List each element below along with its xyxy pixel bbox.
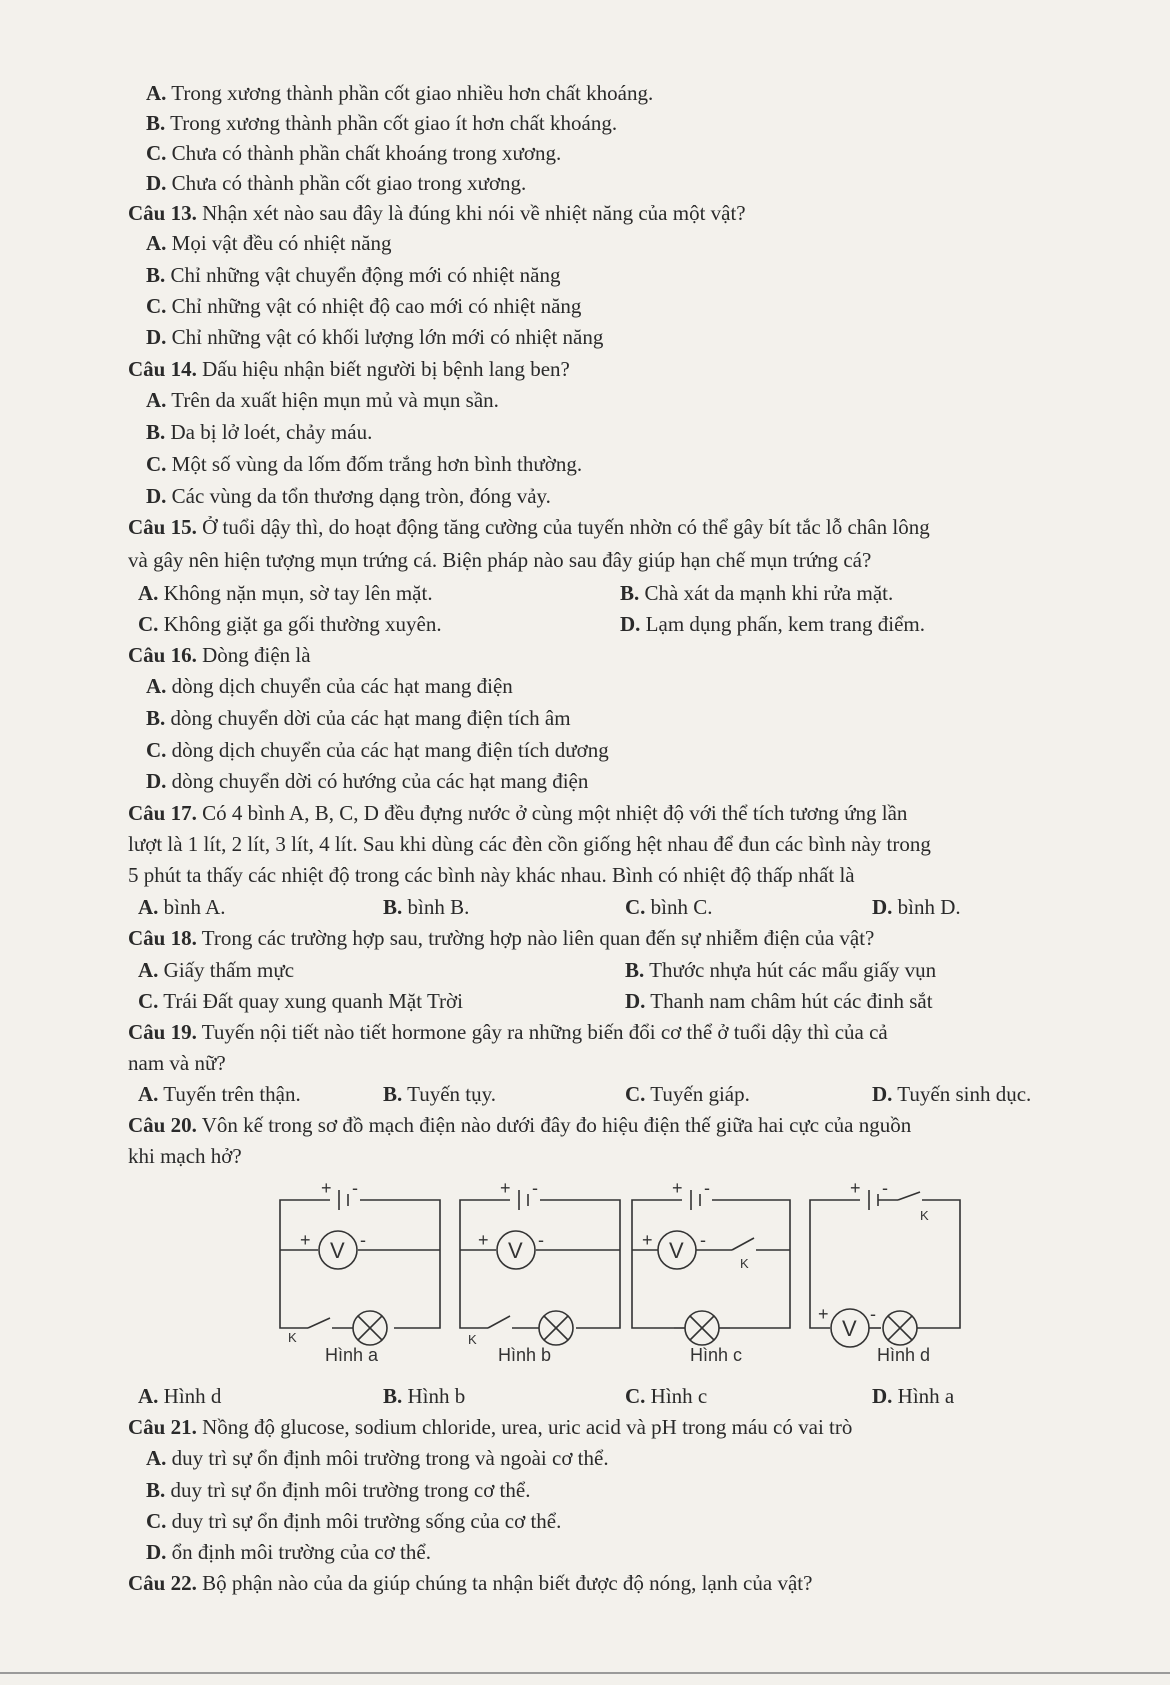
q18-option-a: A. Giấy thấm mực — [138, 958, 295, 982]
q16-option-a: A. dòng dịch chuyển của các hạt mang điện — [146, 674, 513, 698]
q20-option-d: D. Hình a — [872, 1384, 955, 1408]
caption-hinh-a: Hình a — [325, 1345, 379, 1365]
circuit-c-volt-plus: + — [642, 1230, 653, 1250]
q16-option-b: B. dòng chuyển dời của các hạt mang điện tích âm — [146, 706, 571, 730]
circuit-d-switch — [898, 1192, 920, 1200]
circuit-c-voltmeter-label: V — [669, 1238, 684, 1263]
circuit-d-battery-plus: + — [850, 1178, 861, 1198]
caption-hinh-d: Hình d — [877, 1345, 931, 1365]
circuit-b-volt-plus: + — [478, 1230, 489, 1250]
q17-option-d: D. bình D. — [872, 895, 961, 919]
circuit-b-battery-minus: - — [532, 1178, 538, 1198]
q19-option-b: B. Tuyến tụy. — [383, 1082, 497, 1106]
circuit-a-battery-plus: + — [321, 1178, 332, 1198]
circuit-b-voltmeter-label: V — [508, 1238, 523, 1263]
circuit-a-volt-plus: + — [300, 1230, 311, 1250]
q17-option-b: B. bình B. — [383, 895, 470, 919]
q15-option-d: D. Lạm dụng phấn, kem trang điểm. — [620, 612, 926, 636]
q19-option-c: C. Tuyến giáp. — [625, 1082, 750, 1106]
q13-option-a: A. Mọi vật đều có nhiệt năng — [146, 231, 392, 255]
q21-question: Câu 21. Nồng độ glucose, sodium chloride, urea, uric acid và pH trong máu có vai trò — [128, 1415, 853, 1439]
q19-option-d: D. Tuyến sinh dục. — [872, 1082, 1032, 1106]
q20-question-cont: khi mạch hở? — [128, 1144, 242, 1168]
circuit-c-battery-minus: - — [704, 1178, 710, 1198]
q12-option-a: A. Trong xương thành phần cốt giao nhiều hơn chất khoáng. — [146, 81, 654, 105]
circuit-a-volt-minus: - — [360, 1230, 366, 1250]
q21-option-a: A. duy trì sự ổn định môi trường trong và ngoài cơ thể. — [146, 1446, 609, 1470]
circuit-diagrams-svg — [270, 1180, 1010, 1360]
circuit-d-switch-label: K — [920, 1208, 929, 1223]
q18-question: Câu 18. Trong các trường hợp sau, trường hợp nào liên quan đến sự nhiễm điện của vật? — [128, 926, 875, 950]
circuit-b — [460, 1190, 620, 1345]
q15-option-a: A. Không nặn mụn, sờ tay lên mặt. — [138, 581, 433, 605]
caption-hinh-c: Hình c — [690, 1345, 743, 1365]
q20-option-b: B. Hình b — [383, 1384, 466, 1408]
circuit-a-switch-label: K — [288, 1330, 297, 1345]
q17-question: Câu 17. Có 4 bình A, B, C, D đều đựng nước ở cùng một nhiệt độ với thể tích tương ứng lần — [128, 801, 908, 825]
circuit-d-volt-plus: + — [818, 1304, 829, 1324]
q14-question: Câu 14. Dấu hiệu nhận biết người bị bệnh lang ben? — [128, 357, 570, 381]
q20-option-a: A. Hình d — [138, 1384, 222, 1408]
q14-option-d: D. Các vùng da tổn thương dạng tròn, đóng vảy. — [146, 484, 551, 508]
q14-option-a: A. Trên da xuất hiện mụn mủ và mụn sần. — [146, 388, 499, 412]
q18-option-b: B. Thước nhựa hút các mẩu giấy vụn — [625, 958, 937, 982]
circuit-a-switch — [308, 1318, 330, 1328]
circuit-c-switch — [732, 1238, 754, 1250]
q17-option-a: A. bình A. — [138, 895, 226, 919]
q13-question: Câu 13. Nhận xét nào sau đây là đúng khi nói về nhiệt năng của một vật? — [128, 201, 746, 225]
circuit-b-switch — [488, 1316, 510, 1328]
q12-option-d: D. Chưa có thành phần cốt giao trong xương. — [146, 171, 527, 195]
q21-option-b: B. duy trì sự ổn định môi trường trong cơ thể. — [146, 1478, 531, 1502]
circuit-a-battery-minus: - — [352, 1178, 358, 1198]
q13-option-b: B. Chỉ những vật chuyển động mới có nhiệt năng — [146, 263, 561, 287]
circuit-d-volt-minus: - — [870, 1304, 876, 1324]
q14-option-c: C. Một số vùng da lốm đốm trắng hơn bình thường. — [146, 452, 583, 476]
q21-option-d: D. ổn định môi trường của cơ thể. — [146, 1540, 431, 1564]
q15-option-c: C. Không giặt ga gối thường xuyên. — [138, 612, 442, 636]
circuit-c-switch-label: K — [740, 1256, 749, 1271]
circuit-a-voltmeter-label: V — [330, 1238, 345, 1263]
circuit-c — [632, 1190, 790, 1345]
q18-option-d: D. Thanh nam châm hút các đinh sắt — [625, 989, 933, 1013]
circuit-a — [280, 1190, 440, 1345]
q17-question-cont-1: lượt là 1 lít, 2 lít, 3 lít, 4 lít. Sau khi dùng các đèn cồn giống hệt nhau để đun các bình này trong — [128, 832, 931, 856]
circuit-c-battery-plus: + — [672, 1178, 683, 1198]
q16-question: Câu 16. Dòng điện là — [128, 643, 311, 667]
circuit-d — [810, 1190, 960, 1347]
circuit-c-volt-minus: - — [700, 1230, 706, 1250]
q15-question-cont: và gây nên hiện tượng mụn trứng cá. Biện pháp nào sau đây giúp hạn chế mụn trứng cá? — [128, 548, 872, 572]
circuit-diagrams — [270, 1180, 1010, 1360]
q19-option-a: A. Tuyến trên thận. — [138, 1082, 301, 1106]
q14-option-b: B. Da bị lở loét, chảy máu. — [146, 420, 373, 444]
q20-option-c: C. Hình c — [625, 1384, 708, 1408]
q13-option-c: C. Chỉ những vật có nhiệt độ cao mới có nhiệt năng — [146, 294, 582, 318]
q15-question: Câu 15. Ở tuổi dậy thì, do hoạt động tăng cường của tuyến nhờn có thể gây bít tắc lỗ chân lông — [128, 515, 930, 539]
circuit-d-voltmeter-label: V — [842, 1316, 857, 1341]
q18-option-c: C. Trái Đất quay xung quanh Mặt Trời — [138, 989, 463, 1013]
q19-question-cont: nam và nữ? — [128, 1051, 226, 1075]
q12-option-c: C. Chưa có thành phần chất khoáng trong xương. — [146, 141, 562, 165]
q12-option-b: B. Trong xương thành phần cốt giao ít hơn chất khoáng. — [146, 111, 618, 135]
q19-question: Câu 19. Tuyến nội tiết nào tiết hormone gây ra những biến đổi cơ thể ở tuổi dậy thì của cả — [128, 1020, 888, 1044]
circuit-b-volt-minus: - — [538, 1230, 544, 1250]
circuit-b-switch-label: K — [468, 1332, 477, 1347]
q21-option-c: C. duy trì sự ổn định môi trường sống của cơ thể. — [146, 1509, 562, 1533]
circuit-b-battery-plus: + — [500, 1178, 511, 1198]
q20-question: Câu 20. Vôn kế trong sơ đồ mạch điện nào dưới đây đo hiệu điện thế giữa hai cực của nguồn — [128, 1113, 912, 1137]
q17-option-c: C. bình C. — [625, 895, 713, 919]
q13-option-d: D. Chỉ những vật có khối lượng lớn mới có nhiệt năng — [146, 325, 604, 349]
q16-option-d: D. dòng chuyển dời có hướng của các hạt mang điện — [146, 769, 589, 793]
circuit-d-battery-minus: - — [882, 1178, 888, 1198]
q17-question-cont-2: 5 phút ta thấy các nhiệt độ trong các bình này khác nhau. Bình có nhiệt độ thấp nhất là — [128, 863, 855, 887]
page-bottom-edge — [0, 1672, 1170, 1674]
q22-question: Câu 22. Bộ phận nào của da giúp chúng ta nhận biết được độ nóng, lạnh của vật? — [128, 1571, 813, 1595]
caption-hinh-b: Hình b — [498, 1345, 552, 1365]
q16-option-c: C. dòng dịch chuyển của các hạt mang điện tích dương — [146, 738, 609, 762]
q15-option-b: B. Chà xát da mạnh khi rửa mặt. — [620, 581, 894, 605]
